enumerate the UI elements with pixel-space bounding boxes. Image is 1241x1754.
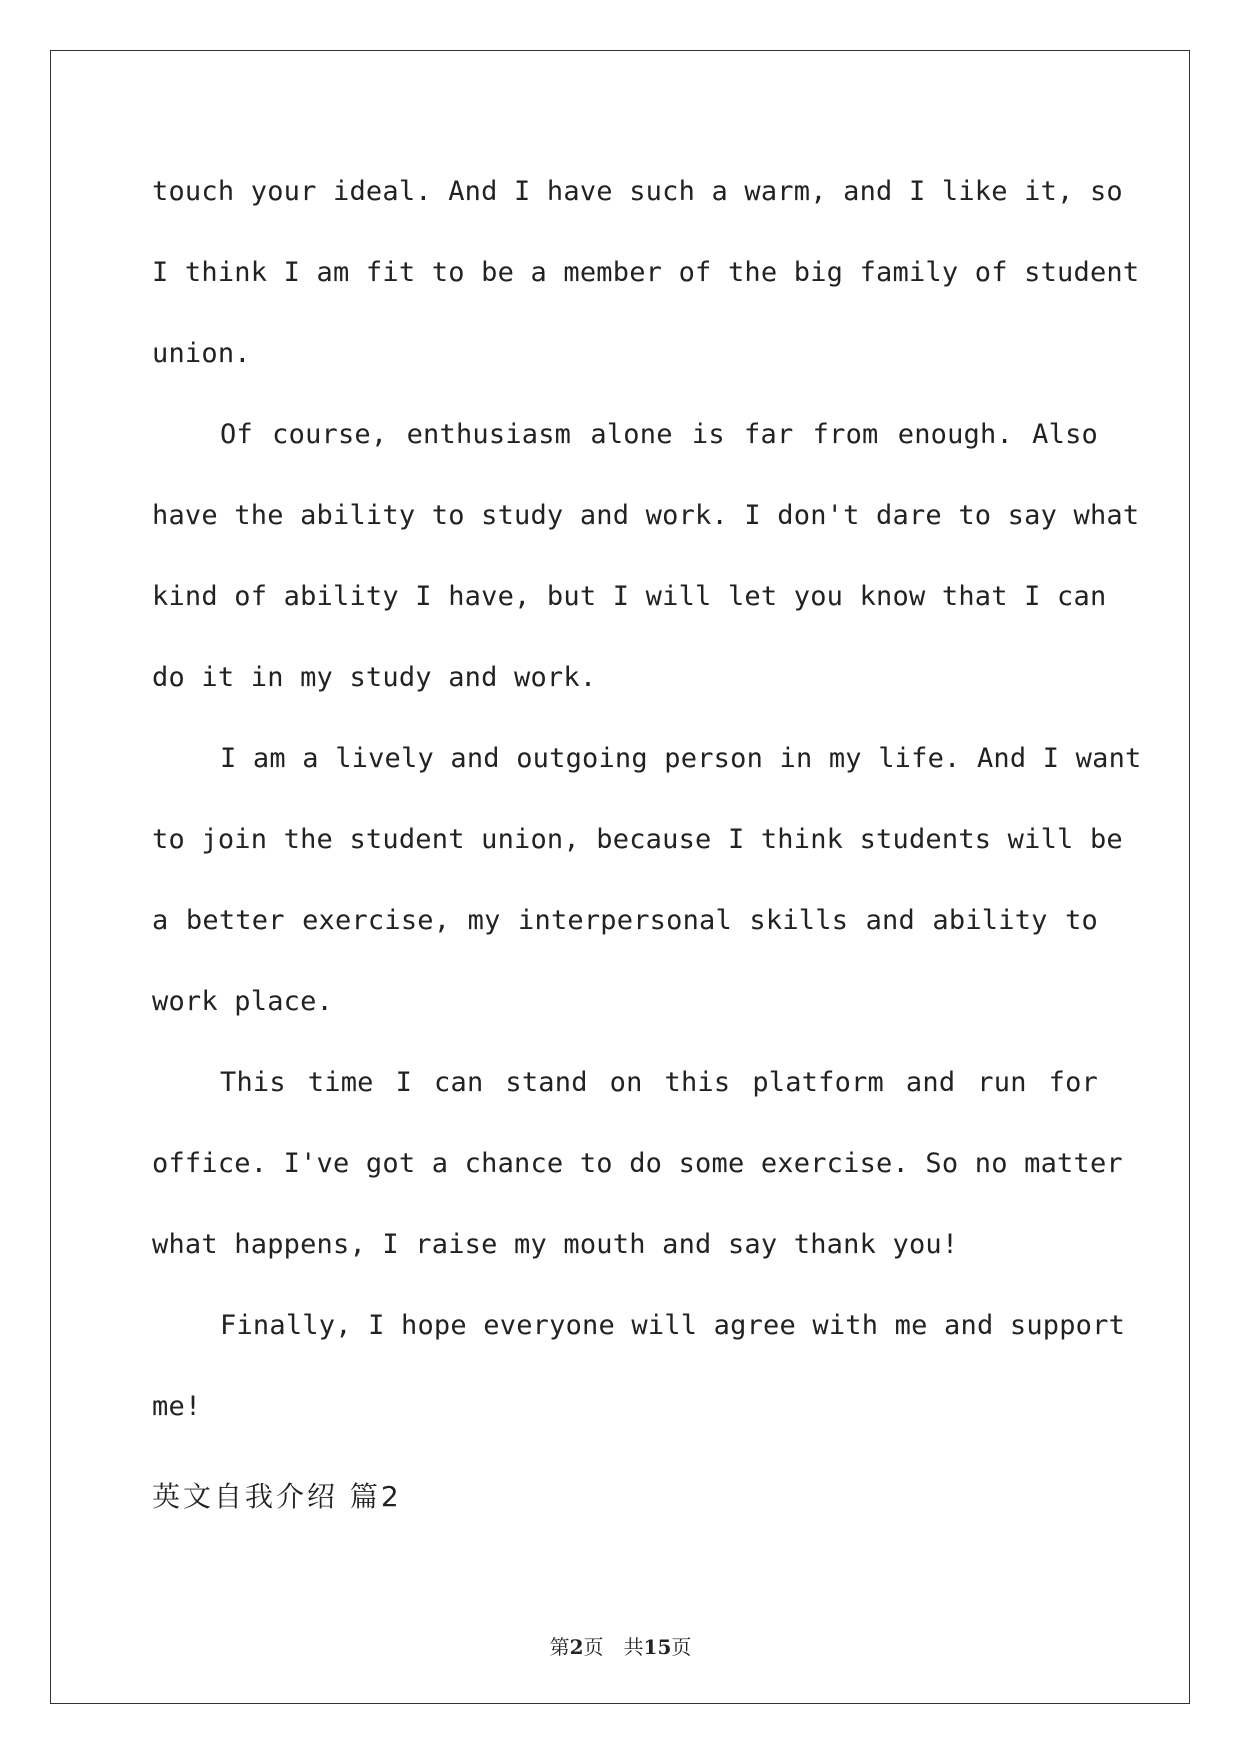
footer-total-prefix: 共 xyxy=(623,1635,644,1659)
section-heading: 英文自我介绍 篇2 xyxy=(152,1480,402,1513)
text-line: do it in my study and work. xyxy=(152,662,597,693)
paragraph-first-line: Of course, enthusiasm alone is far from enough. Also xyxy=(220,419,1098,450)
text-line: touch your ideal. And I have such a warm, and I like it, so xyxy=(152,176,1123,207)
footer-total-pages: 15 xyxy=(643,1635,672,1659)
text-line: what happens, I raise my mouth and say thank you! xyxy=(152,1229,959,1260)
footer-total-unit: 页 xyxy=(671,1635,692,1659)
text-line: union. xyxy=(152,338,251,369)
text-line: a better exercise, my interpersonal skills and ability to xyxy=(152,905,1098,936)
text-line: I think I am fit to be a member of the big family of student xyxy=(152,257,1140,288)
paragraph-first-line: This time I can stand on this platform and run for xyxy=(220,1067,1098,1098)
paragraph-first-line: I am a lively and outgoing person in my life. And I want xyxy=(220,743,1142,774)
text-line: have the ability to study and work. I don't dare to say what xyxy=(152,500,1140,531)
text-line: kind of ability I have, but I will let you know that I can xyxy=(152,581,1107,612)
paragraph-first-line: Finally, I hope everyone will agree with me and support xyxy=(220,1310,1126,1341)
text-line: me! xyxy=(152,1391,202,1422)
page-footer xyxy=(0,1633,1241,1661)
footer-page-unit: 页 xyxy=(583,1635,604,1659)
footer-prefix: 第 xyxy=(549,1635,570,1659)
footer-page-number: 2 xyxy=(569,1635,584,1659)
page-border xyxy=(50,50,1190,1704)
text-line: to join the student union, because I think students will be xyxy=(152,824,1123,855)
text-line: office. I've got a chance to do some exercise. So no matter xyxy=(152,1148,1123,1179)
text-line: work place. xyxy=(152,986,334,1017)
